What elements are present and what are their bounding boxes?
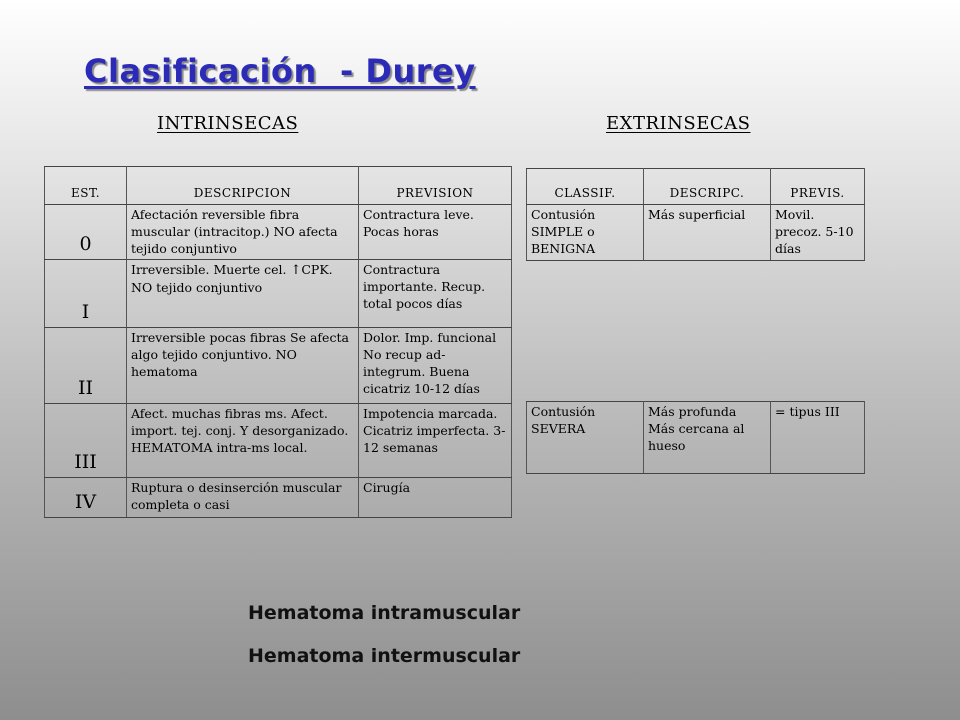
descripcion-cell: Afect. muchas fibras ms. Afect. import. tej. conj. Y desorganizado. HEMATOMA intra-ms local. bbox=[127, 404, 359, 478]
prevision-cell: Contractura leve. Pocas horas bbox=[359, 205, 512, 260]
table-row bbox=[527, 402, 865, 474]
grade-cell: III bbox=[45, 404, 127, 478]
footer-line-intermuscular: Hematoma intermuscular bbox=[248, 645, 521, 667]
intrinsecas-table bbox=[44, 166, 512, 518]
previs-cell: = tipus III bbox=[771, 402, 865, 474]
arrow-up-icon: ↑ bbox=[290, 263, 302, 278]
classif-cell: Contusión SEVERA bbox=[527, 402, 644, 474]
table-header-row bbox=[527, 169, 865, 205]
column-header-descripc: DESCRIPC. bbox=[644, 169, 771, 205]
extrinsecas-heading: EXTRINSECAS bbox=[606, 113, 751, 134]
descripcion-cell: Ruptura o desinserción muscular completa o casi bbox=[127, 478, 359, 518]
classif-cell: Contusión SIMPLE o BENIGNA bbox=[527, 205, 644, 261]
table-row bbox=[45, 328, 512, 404]
table-header-row bbox=[45, 167, 512, 205]
column-header-previs: PREVIS. bbox=[771, 169, 865, 205]
descripcion-text: Irreversible. Muerte cel. bbox=[131, 262, 291, 277]
table-row bbox=[45, 205, 512, 260]
prevision-cell: Dolor. Imp. funcional No recup ad-integrum. Buena cicatriz 10-12 días bbox=[359, 328, 512, 404]
prevision-cell: Contractura importante. Recup. total pocos días bbox=[359, 260, 512, 328]
table-row bbox=[45, 478, 512, 518]
grade-cell: I bbox=[45, 260, 127, 328]
extrinsecas-table-severa bbox=[526, 401, 865, 474]
descripcion-cell: Afectación reversible fibra muscular (intracitop.) NO afecta tejido conjuntivo bbox=[127, 205, 359, 260]
table-row bbox=[45, 260, 512, 328]
footer-line-intramuscular: Hematoma intramuscular bbox=[248, 602, 521, 624]
table-row bbox=[45, 404, 512, 478]
descripc-cell: Más superficial bbox=[644, 205, 771, 261]
grade-cell: IV bbox=[45, 478, 127, 518]
prevision-cell: Cirugía bbox=[359, 478, 512, 518]
table-row bbox=[527, 205, 865, 261]
descripcion-cell bbox=[127, 260, 359, 328]
previs-cell: Movil. precoz. 5-10 días bbox=[771, 205, 865, 261]
intrinsecas-heading: INTRINSECAS bbox=[157, 113, 299, 134]
extrinsecas-table-simple bbox=[526, 168, 865, 261]
column-header-prevision: PREVISION bbox=[359, 167, 512, 205]
grade-cell: II bbox=[45, 328, 127, 404]
descripc-cell: Más profunda Más cercana al hueso bbox=[644, 402, 771, 474]
column-header-est: EST. bbox=[45, 167, 127, 205]
slide-title: Clasificación - Durey bbox=[84, 52, 476, 90]
descripcion-cell: Irreversible pocas fibras Se afecta algo tejido conjuntivo. NO hematoma bbox=[127, 328, 359, 404]
column-header-descripcion: DESCRIPCION bbox=[127, 167, 359, 205]
column-header-classif: CLASSIF. bbox=[527, 169, 644, 205]
prevision-cell: Impotencia marcada. Cicatriz imperfecta. 3-12 semanas bbox=[359, 404, 512, 478]
descripcion-text: CPK. NO tejido conjuntivo bbox=[131, 262, 333, 295]
grade-cell: 0 bbox=[45, 205, 127, 260]
